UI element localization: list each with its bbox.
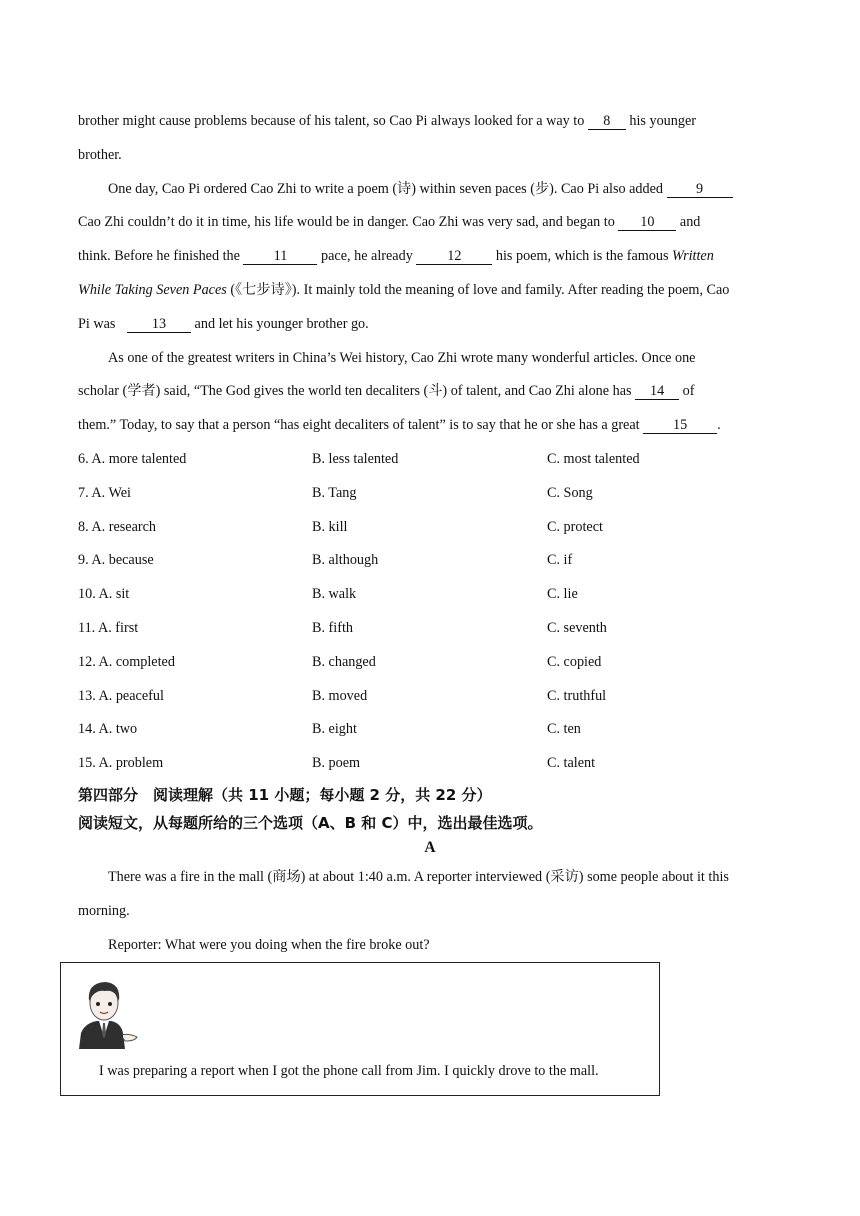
option-b: B. eight: [312, 721, 357, 738]
option-b: B. fifth: [312, 619, 353, 636]
option-row: [78, 747, 788, 781]
option-c: C. truthful: [547, 687, 607, 704]
option-a: 10. A. sit: [78, 586, 130, 603]
option-row: [78, 646, 788, 680]
option-row: [78, 544, 788, 578]
passage-line-1: brother might cause problems because of his talent, so Cao Pi always looked for a way to 8 his younger: [78, 113, 696, 129]
blank-11: 11: [243, 248, 317, 265]
blank-10: 10: [618, 214, 676, 231]
blank-12: 12: [416, 248, 492, 265]
option-a: 7. A. Wei: [78, 484, 131, 501]
option-row: [78, 578, 788, 612]
passage-line-10: them.” Today, to say that a person “has eight decaliters of talent” is to say that he or she has a great 15 .: [78, 417, 721, 434]
passage-line-6: While Taking Seven Paces (《七步诗》). It mainly told the meaning of love and family. After reading the poem, Cao: [78, 281, 730, 298]
option-a: 8. A. research: [78, 518, 156, 535]
option-b: B. walk: [312, 586, 357, 603]
option-b: B. kill: [312, 518, 348, 535]
option-b: B. changed: [312, 653, 376, 670]
section-instruction: 阅读短文，从每题所给的三个选项（A、B 和 C）中，选出最佳选项。: [78, 814, 543, 832]
option-c: C. lie: [547, 586, 578, 603]
option-a: 15. A. problem: [78, 755, 164, 772]
passage-heading: A: [424, 839, 436, 856]
option-a: 6. A. more talented: [78, 451, 187, 467]
passage-line-8: As one of the greatest writers in China’s Wei history, Cao Zhi wrote many wonderful articles. Once one: [108, 349, 696, 366]
option-c: C. copied: [547, 653, 602, 670]
option-row: [78, 612, 788, 646]
interview-answer: I was preparing a report when I got the phone call from Jim. I quickly drove to the mall.: [99, 1063, 599, 1079]
reading-line-2: morning.: [78, 902, 130, 919]
option-a: 12. A. completed: [78, 653, 175, 670]
passage-line-2: brother.: [78, 146, 122, 163]
poem-title-part-1: Written: [672, 248, 714, 265]
option-b: B. moved: [312, 687, 368, 704]
option-c: C. talent: [547, 755, 596, 772]
option-b: B. although: [312, 552, 379, 569]
passage-line-9: scholar (学者) said, “The God gives the world ten decaliters (斗) of talent, and Cao Zhi alone has 14 of: [78, 383, 695, 400]
poem-title-part-2: While Taking Seven Paces: [78, 281, 227, 298]
option-row: [78, 680, 788, 714]
passage-line-5: think. Before he finished the 11 pace, he already 12 his poem, which is the famous Written: [78, 248, 714, 265]
blank-15: 15: [643, 417, 717, 434]
blank-9: 9: [667, 181, 733, 198]
option-a: 14. A. two: [78, 721, 138, 738]
option-b: B. Tang: [312, 484, 357, 501]
option-b: B. poem: [312, 755, 361, 772]
option-c: C. Song: [547, 484, 593, 501]
option-c: C. if: [547, 552, 573, 569]
option-a: 13. A. peaceful: [78, 687, 164, 704]
option-row: [78, 713, 788, 747]
reporter-question: Reporter: What were you doing when the fire broke out?: [108, 936, 430, 953]
option-row: [78, 477, 788, 511]
blank-14: 14: [635, 383, 679, 400]
interview-box: [60, 962, 660, 1096]
reading-line-1: There was a fire in the mall (商场) at about 1:40 a.m. A reporter interviewed (采访) some people about it this: [108, 869, 729, 885]
option-b: B. less talented: [312, 451, 399, 467]
blank-13: 13: [127, 316, 191, 333]
option-c: C. most talented: [547, 451, 640, 467]
option-a: 9. A. because: [78, 552, 154, 569]
answer-options: [78, 443, 788, 781]
option-c: C. seventh: [547, 619, 607, 636]
cloze-passage: [78, 105, 788, 443]
passage-line-4: Cao Zhi couldn’t do it in time, his life would be in danger. Cao Zhi was very sad, and began to 10 and: [78, 214, 701, 231]
option-row: [78, 443, 788, 477]
option-c: C. protect: [547, 518, 603, 535]
option-row: [78, 511, 788, 545]
section-title: 第四部分 阅读理解（共 11 小题；每小题 2 分，共 22 分）: [78, 786, 492, 804]
person-avatar-icon: [75, 977, 139, 1049]
option-c: C. ten: [547, 721, 581, 738]
reading-passage: [78, 861, 788, 962]
option-a: 11. A. first: [78, 619, 139, 636]
passage-line-7: Pi was 13 and let his younger brother go.: [78, 315, 369, 332]
blank-8: 8: [588, 113, 626, 130]
passage-line-3: One day, Cao Pi ordered Cao Zhi to write a poem (诗) within seven paces (步). Cao Pi also added 9: [78, 173, 788, 207]
